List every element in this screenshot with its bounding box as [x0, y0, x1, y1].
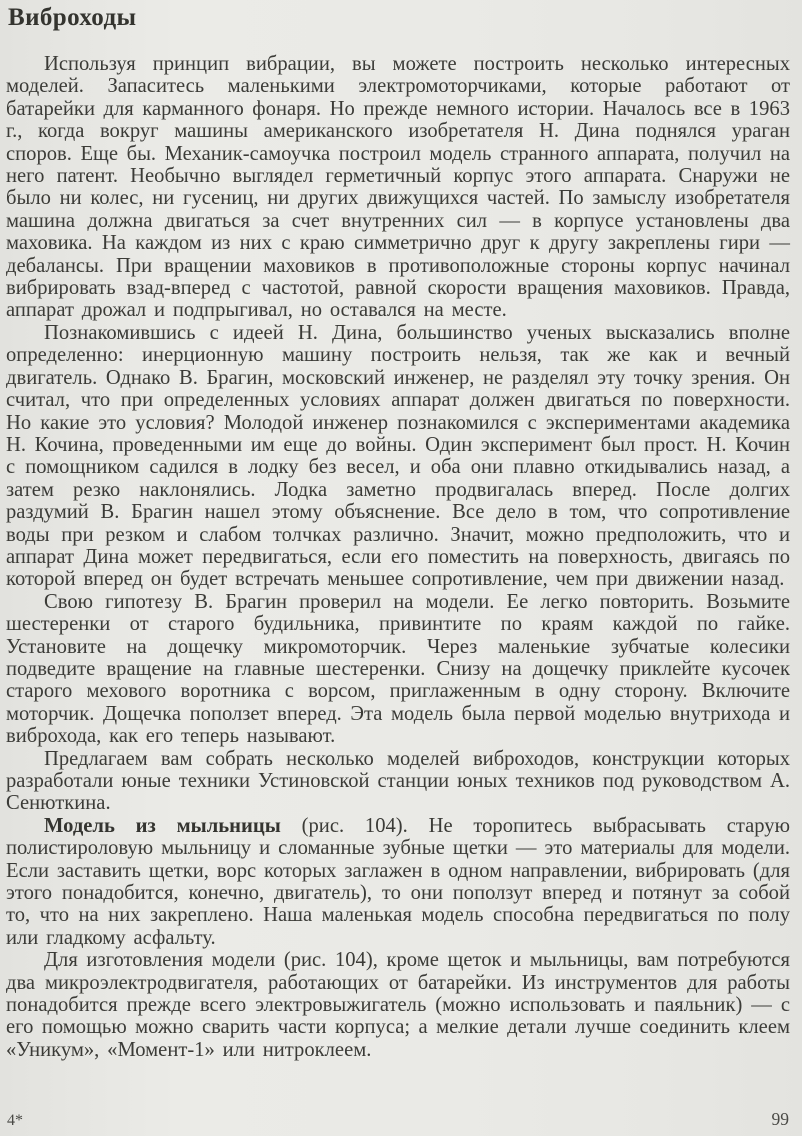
page-title: Виброходы — [8, 4, 137, 31]
paragraph-lead: Модель из мыльницы — [44, 814, 281, 837]
paragraph-text: Предлагаем вам собрать несколько моделей виброходов, конструкции которых разработали юные техники Устиновской станции юных техников под руководством А. Сенюткина. — [6, 747, 790, 815]
page-number: 99 — [771, 1109, 789, 1129]
paragraph-text: Познакомившись с идеей Н. Дина, большинство ученых высказались вполне определенно: инерционную машину построить нельзя, так же как и вечный двигатель. Однако В. Брагин, московский инженер, не разделял эту точку зрения. Он считал, что при определенных условиях аппарат должен двигаться по поверхности. Но какие это условия? Молодой инженер познакомился с экспериментами академика Н. Кочина, проведенными им еще до войны. Один эксперимент был прост. Н. Кочин с помощником садился в лодку без весел, и оба они плавно откидывались назад, а затем резко наклонялись. Лодка заметно продвигалась вперед. После долгих раздумий В. Брагин нашел этому объяснение. Все дело в том, что сопротивление воды при резком и слабом толчках различно. Значит, можно предположить, что и аппарат Дина может передвигаться, если его поместить на поверхность, двигаясь по которой вперед он будет встречать меньшее сопротивление, чем при движении назад. — [6, 321, 790, 591]
paragraph-offer — [6, 748, 790, 815]
paragraph-text: (рис. 104). Не торопитесь выбрасывать старую полистироловую мыльницу и сломанные зубные щетки — это материалы для модели. Если заставить щетки, ворс которых заглажен в одном направлении, вибрировать (для этого понадобится, конечно, двигатель), то они поползут вперед и потянут за собой то, что на них закреплено. Наша маленькая модель способна передвигаться по полу или гладкому асфальту. — [6, 814, 790, 949]
text-column — [6, 53, 790, 1061]
paragraph-soapbox-model — [6, 815, 790, 949]
paragraph-history — [6, 322, 790, 591]
paragraph-hypothesis — [6, 591, 790, 748]
paragraph-tools — [6, 949, 790, 1061]
paragraph-intro — [6, 53, 790, 322]
signature-mark: 4* — [7, 1112, 23, 1129]
paragraph-text: Для изготовления модели (рис. 104), кроме щеток и мыльницы, вам потребуются два микроэлектродвигателя, работающих от батарейки. Из инструментов для работы понадобится прежде всего электровыжигатель (можно использовать и паяльник) — с его помощью можно сварить части корпуса; а мелкие детали лучше соединить клеем «Уникум», «Момент-1» или нитроклеем. — [6, 949, 790, 1061]
page-footer — [7, 1109, 789, 1130]
paragraph-text: Используя принцип вибрации, вы можете построить несколько интересных моделей. Запаситесь маленькими электромоторчиками, которые работают от батарейки для карманного фонаря. Но прежде немного истории. Началось все в 1963 г., когда вокруг машины американского изобретателя Н. Дина поднялся ураган споров. Еще бы. Механик-самоучка построил модель странного аппарата, получил на него патент. Необычно выглядел герметичный корпус этого аппарата. Снаружи не было ни колес, ни гусениц, ни других движущихся частей. По замыслу изобретателя машина должна двигаться за счет внутренних сил — в корпусе установлены два маховика. На каждом из них с краю симметрично друг к другу закреплены гири — дебалансы. При вращении маховиков в противоположные стороны корпус начинал вибрировать взад-вперед с частотой, равной скорости вращения маховиков. Правда, аппарат дрожал и подпрыгивал, но оставался на месте. — [6, 53, 790, 322]
paragraph-text: Свою гипотезу В. Брагин проверил на модели. Ее легко повторить. Возьмите шестеренки от старого будильника, привинтите по краям каждой по гайке. Установите на дощечку микромоторчик. Через маленькие зубчатые колесики подведите вращение на главные шестеренки. Снизу на дощечку приклейте кусочек старого мехового воротника с ворсом, приглаженным в одну сторону. Включите моторчик. Дощечка поползет вперед. Эта модель была первой моделью внутрихода и виброхода, как его теперь называют. — [6, 590, 790, 748]
